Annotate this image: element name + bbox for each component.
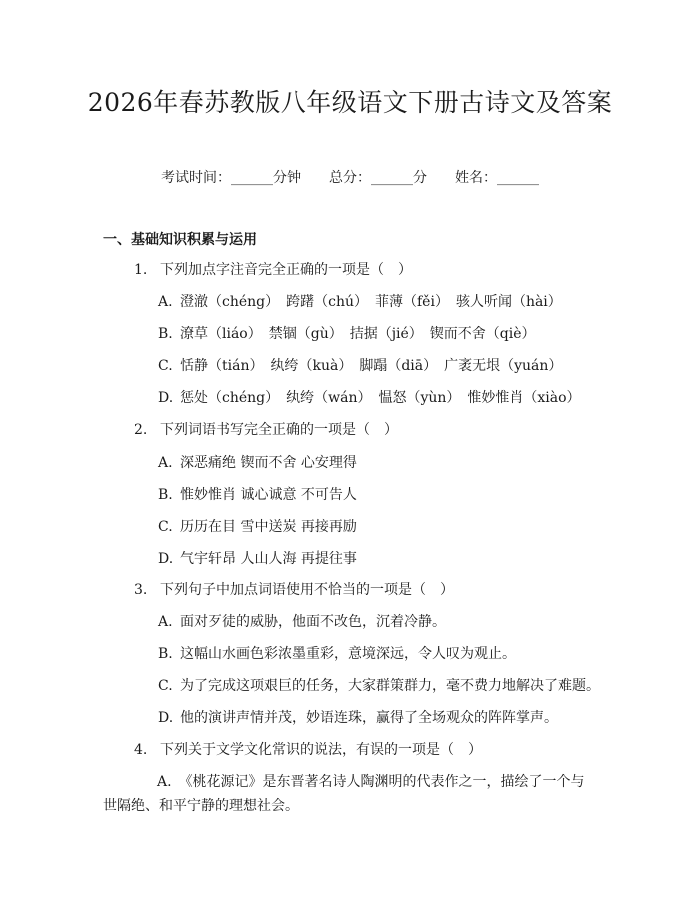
question-stem: 下列词语书写完全正确的一项是（ ）	[160, 422, 398, 438]
option-3b	[158, 643, 516, 665]
option-3c	[158, 675, 600, 697]
option-letter: B.	[158, 326, 173, 342]
question-4	[134, 739, 482, 761]
option-letter: C.	[158, 678, 173, 694]
question-stem: 下列句子中加点词语使用不恰当的一项是（ ）	[160, 582, 454, 598]
option-1d	[158, 387, 581, 409]
option-2b	[158, 484, 357, 506]
option-letter: B.	[158, 487, 173, 503]
exam-info-line: 考试时间：______分钟 总分：______分 姓名：______	[161, 170, 539, 186]
option-4a	[103, 770, 598, 818]
option-letter: A.	[158, 455, 173, 471]
option-letter: A.	[158, 294, 173, 310]
option-text: 为了完成这项艰巨的任务，大家群策群力，毫不费力地解决了难题。	[180, 678, 600, 694]
question-3	[134, 579, 454, 601]
option-letter: A.	[157, 774, 172, 790]
question-1	[134, 259, 412, 281]
section-heading: 一、基础知识积累与运用	[103, 232, 257, 248]
option-text: 这幅山水画色彩浓墨重彩，意境深远，令人叹为观止。	[180, 646, 516, 662]
option-letter: C.	[158, 519, 173, 535]
option-text: 历历在目 雪中送炭 再接再励	[180, 519, 357, 535]
question-stem: 下列关于文学文化常识的说法，有误的一项是（ ）	[160, 742, 482, 758]
option-1a	[158, 291, 562, 313]
option-text: 他的演讲声情并茂，妙语连珠，赢得了全场观众的阵阵掌声。	[180, 710, 558, 726]
option-letter: B.	[158, 646, 173, 662]
option-letter: A.	[158, 614, 173, 630]
option-letter: D.	[158, 710, 174, 726]
option-text: 深恶痛绝 锲而不舍 心安理得	[180, 455, 357, 471]
option-text: 《桃花源记》是东晋著名诗人陶渊明的代表作之一，描绘了一个与世隔绝、和平宁静的理想社会。	[103, 774, 585, 814]
option-3d	[158, 707, 558, 729]
question-2	[134, 419, 398, 441]
option-text: 惟妙惟肖 诚心诚意 不可告人	[180, 487, 357, 503]
option-2d	[158, 548, 357, 570]
option-1c	[158, 355, 562, 377]
question-number: 4.	[134, 742, 148, 758]
option-text: 潦草（liáo） 禁锢（gù） 拮据（jié） 锲而不舍（qiè）	[180, 326, 536, 342]
option-text: 面对歹徒的威胁，他面不改色，沉着冷静。	[180, 614, 446, 630]
option-text: 气宇轩昂 人山人海 再提往事	[180, 551, 357, 567]
option-2c	[158, 516, 357, 538]
option-text: 恬静（tián） 纨绔（kuà） 脚蹋（diā） 广袤无垠（yuán）	[180, 358, 563, 374]
page-title: 2026年春苏教版八年级语文下册古诗文及答案	[87, 88, 613, 117]
option-3a	[158, 611, 446, 633]
question-number: 1.	[134, 262, 148, 278]
option-letter: D.	[158, 551, 174, 567]
option-letter: D.	[158, 390, 174, 406]
option-2a	[158, 452, 357, 474]
question-stem: 下列加点字注音完全正确的一项是（ ）	[160, 262, 412, 278]
question-number: 2.	[134, 422, 148, 438]
option-1b	[158, 323, 536, 345]
option-text: 惩处（chéng） 纨绔（wán） 愠怒（yùn） 惟妙惟肖（xiào）	[180, 390, 581, 406]
option-letter: C.	[158, 358, 173, 374]
option-text: 澄澈（chéng） 跨躇（chú） 菲薄（fěi） 骇人听闻（hài）	[180, 294, 562, 310]
question-number: 3.	[134, 582, 148, 598]
